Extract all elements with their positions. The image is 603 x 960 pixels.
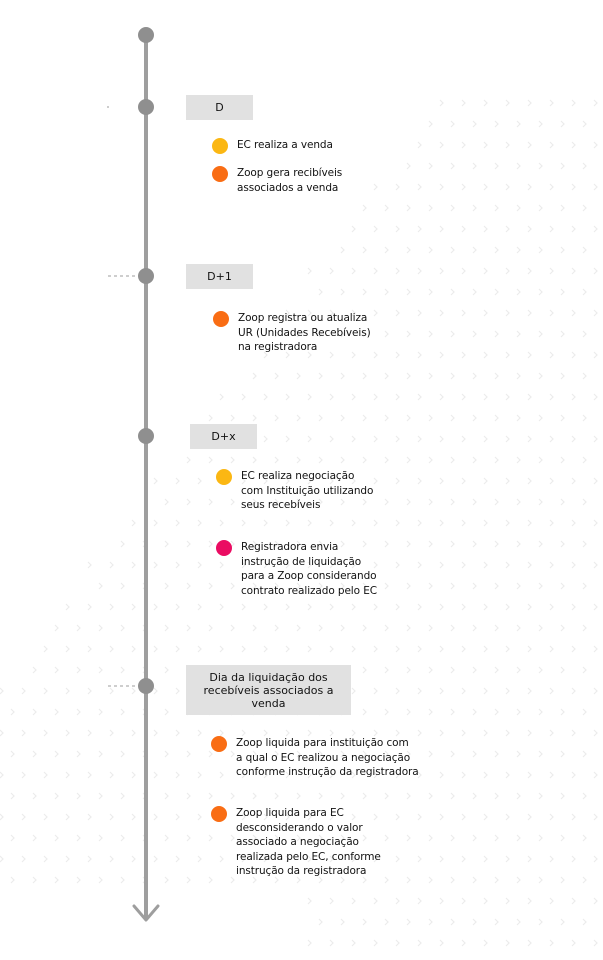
event-text: Registradora envia instrução de liquidação para a Zoop considerando contrato realizado pelo EC [241, 541, 377, 597]
event-item [211, 806, 381, 879]
event-dot [211, 736, 227, 752]
stage-label-d: D [186, 95, 253, 120]
stage-label-d1: D+1 [186, 264, 253, 289]
event-dot [213, 311, 229, 327]
timeline-node-d [138, 99, 154, 115]
event-dot [216, 540, 232, 556]
stage-label-liquidacao: Dia da liquidação dos recebíveis associados a venda [186, 665, 351, 715]
event-dot [212, 138, 228, 154]
event-item [213, 311, 371, 355]
event-dot [212, 166, 228, 182]
event-text: EC realiza negociação com Instituição utilizando seus recebíveis [241, 470, 374, 511]
event-item [211, 736, 419, 780]
event-text: Zoop gera recibíveis associados a venda [237, 167, 343, 194]
event-text: EC realiza a venda [237, 139, 333, 151]
event-item [216, 469, 373, 513]
timeline-start-node [138, 27, 154, 43]
event-item [216, 540, 377, 598]
event-text: Zoop registra ou atualiza UR (Unidades Recebíveis) na registradora [238, 312, 371, 353]
event-text: Zoop liquida para instituição com a qual o EC realizou a negociação conforme instrução da registradora [236, 737, 419, 778]
timeline-node-d1 [138, 268, 154, 284]
connector-d-dot [107, 106, 109, 108]
event-dot [211, 806, 227, 822]
event-dot [216, 469, 232, 485]
event-text: Zoop liquida para EC desconsiderando o valor associado a negociação realizada pelo EC, conforme instrução da registradora [236, 807, 381, 877]
timeline-node-liquidacao [138, 678, 154, 694]
stage-label-dx: D+x [190, 424, 257, 449]
event-item [212, 166, 342, 195]
event-item [212, 138, 333, 154]
timeline-node-dx [138, 428, 154, 444]
